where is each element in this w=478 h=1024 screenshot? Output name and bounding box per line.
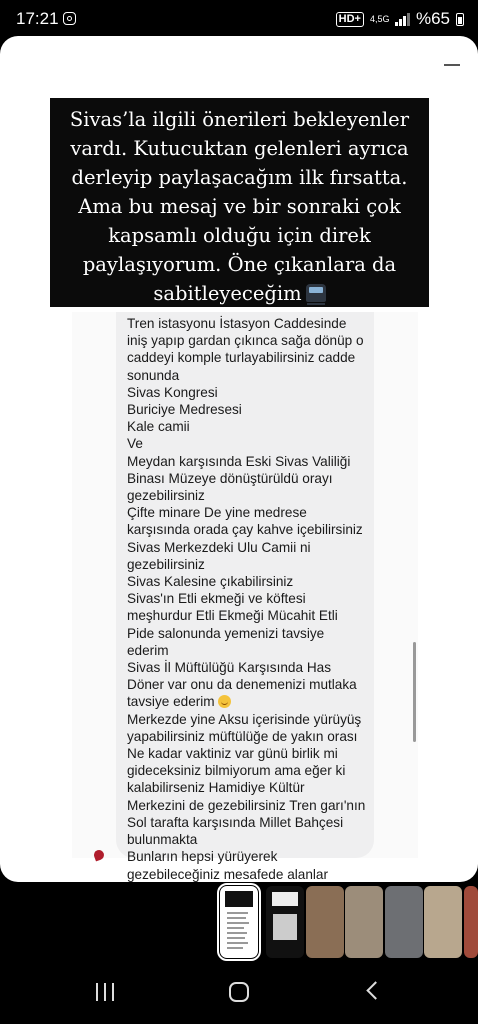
message-paragraph: Merkezde yine Aksu içerisinde yürüyüş yapabilirsiniz müftülüğe de yakın orası — [127, 711, 362, 744]
story-thumbnail[interactable] — [345, 886, 383, 958]
back-icon[interactable] — [366, 981, 384, 999]
message-bubble — [116, 312, 374, 882]
caption-line: Sivas’la ilgili önerileri bekleyenler — [69, 108, 410, 131]
minimize-icon[interactable] — [444, 64, 460, 66]
battery-text: %65 — [415, 9, 450, 28]
caption-line: Ama bu mesaj ve bir sonraki çok — [78, 195, 401, 218]
story-caption — [50, 98, 429, 307]
status-bar — [0, 0, 478, 36]
caption-line — [56, 279, 423, 308]
story-thumbnail[interactable] — [464, 886, 478, 958]
caption-line: derleyip paylaşacağım ilk fırsatta. — [71, 166, 408, 189]
caption-last-word: sabitleyeceğim — [153, 282, 302, 305]
caption-line: paylaşıyorum. Öne çıkanlara da — [82, 253, 397, 276]
message-paragraph: Sivas Merkezdeki Ulu Camii ni gezebilirsiniz — [127, 539, 311, 572]
message-paragraph: Ne kadar vaktiniz var günü birlik mi gideceksiniz bilmiyorum ama eğer ki kalabilirseniz Hamidiye Kültür Merkezini de gezebilirsiniz Tren garı'nın Sol tarafta karşısında Millet Bahçesi bulunmakta — [127, 746, 366, 848]
story-thumbnail[interactable] — [220, 886, 258, 958]
status-indicators — [336, 9, 464, 29]
message-paragraph: Ve — [127, 436, 143, 452]
recents-icon[interactable] — [96, 983, 116, 1001]
story-thumbnail[interactable] — [306, 886, 344, 958]
story-thumbnail-strip[interactable] — [218, 886, 478, 962]
home-icon[interactable] — [229, 982, 249, 1002]
message-paragraph: Meydan karşısında Eski Sivas Valiliği Binası Müzeye dönüştürüldü orayı gezebilirsiniz — [127, 453, 351, 504]
story-thumbnail[interactable] — [266, 886, 304, 958]
message-paragraph: Sivas'ın Etli ekmeği ve köftesi meşhurdur Etli Ekmeği Mücahit Etli Pide salonunda yemenizi tavsiye ederim — [127, 591, 338, 658]
battery-icon — [456, 13, 464, 26]
story-thumbnail[interactable] — [385, 886, 423, 958]
network-type-icon: 4,5G — [369, 13, 390, 24]
scrollbar[interactable] — [413, 642, 416, 742]
message-paragraph — [127, 659, 366, 711]
signal-icon — [395, 12, 410, 26]
instagram-icon — [63, 12, 76, 25]
message-paragraph: Sivas Kongresi — [127, 384, 218, 400]
caption-line: vardı. Kutucuktan gelenleri ayrıca — [70, 137, 409, 160]
message-paragraph: Sivas Kalesine çıkabilirsiniz — [127, 574, 294, 590]
caption-line: kapsamlı olduğu için direk — [108, 224, 371, 247]
message-paragraph: Çifte minare De yine medrese karşısında orada çay kahve içebilirsiniz — [127, 505, 363, 538]
hd-voice-icon: HD+ — [336, 12, 364, 27]
train-icon — [306, 284, 326, 302]
navigation-bar — [0, 962, 478, 1024]
story-thumbnail[interactable] — [424, 886, 462, 958]
message-text: Sivas İl Müftülüğü Karşısında Has Döner var onu da denemenizi mutlaka tavsiye ederim — [127, 660, 357, 710]
story-card[interactable] — [0, 36, 478, 882]
message-paragraph: Buriciye Medresesi — [127, 402, 242, 418]
clock: 17:21 — [16, 9, 59, 28]
message-paragraph: Tren istasyonu İstasyon Caddesinde iniş yapıp gardan çıkınca sağa dönüp o caddeyi komple turlayabilirsiniz cadde sonunda — [127, 316, 364, 383]
message-paragraph: Kale camii — [127, 419, 190, 435]
smiling-face-icon — [218, 695, 231, 708]
message-paragraph: Bunların hepsi yürüyerek gezebileceğiniz mesafede alanlar — [127, 849, 329, 882]
dm-screenshot — [72, 312, 418, 882]
